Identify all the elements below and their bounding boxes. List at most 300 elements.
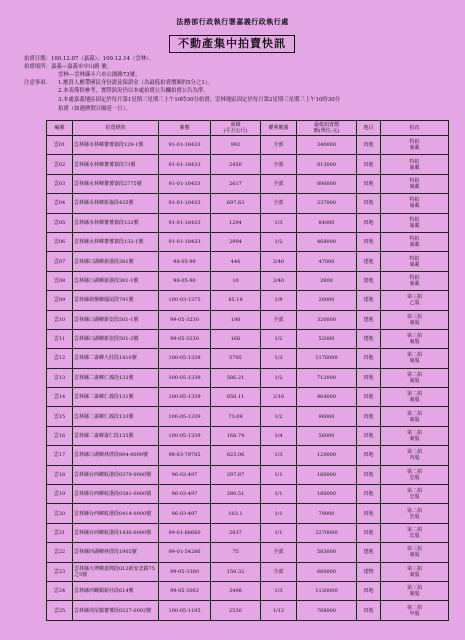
auction-date: 拍賣日期：100.12.07（嘉義）、100.12.14（雲林）。	[24, 56, 155, 62]
col-header-scope: 權利範圍	[261, 121, 297, 136]
cell-number: 雲19	[47, 485, 73, 504]
table-row	[47, 581, 449, 600]
cell-scope: 2/40	[261, 271, 297, 290]
cell-case: 99-01-54286	[159, 543, 211, 562]
cell-land: 田地	[357, 581, 381, 600]
cell-case: 91-01-18433	[159, 174, 211, 193]
table-row	[47, 349, 449, 368]
cell-land: 田地	[357, 446, 381, 465]
cell-scope: 全部	[261, 194, 297, 213]
cell-round	[381, 349, 449, 368]
cell-land: 建物	[357, 562, 381, 581]
cell-number: 雲22	[47, 543, 73, 562]
cell-round	[381, 271, 449, 290]
round-division: 忠股	[409, 513, 420, 520]
notes-label: 注意事項：	[24, 80, 51, 86]
cell-number: 雲15	[47, 407, 73, 426]
table-row	[47, 310, 449, 329]
cell-land: 建地	[357, 329, 381, 348]
cell-land: 田地	[357, 194, 381, 213]
round-division: 裏載	[409, 280, 420, 287]
cell-land: 田地	[357, 368, 381, 387]
cell-round	[381, 388, 449, 407]
round-division: 裏股	[409, 552, 420, 559]
cell-round	[381, 174, 449, 193]
round-division: 裏載	[409, 164, 420, 171]
cell-scope: 1/12	[261, 601, 297, 620]
round-type: 特拍	[409, 274, 420, 281]
cell-price: 160000	[297, 465, 357, 484]
round-type: 第二拍	[406, 352, 422, 359]
cell-case: 99-05-3002	[159, 581, 211, 600]
round-type: 第二拍	[406, 449, 422, 456]
round-division: 裏股	[409, 377, 420, 384]
cell-land: 建地	[357, 271, 381, 290]
cell-case: 99-05-3230	[159, 329, 211, 348]
round-division: 裏股	[409, 319, 420, 326]
cell-case: 91-01-18433	[159, 213, 211, 232]
round-division: 裏股	[409, 571, 420, 578]
cell-land: 田地	[357, 426, 381, 445]
table-row	[47, 252, 449, 271]
cell-round	[381, 368, 449, 387]
cell-scope: 1/4	[261, 426, 297, 445]
cell-area: 1204	[211, 213, 261, 232]
cell-number: 雲17	[47, 446, 73, 465]
cell-target: 雲林縣莿桐鄉鳳尾段791號	[73, 291, 159, 310]
cell-target: 雲林縣二崙鄉仁義段133號	[73, 407, 159, 426]
table-row	[47, 601, 449, 620]
table-row	[47, 232, 449, 251]
cell-area: 150.32	[211, 562, 261, 581]
round-type: 特拍	[409, 197, 420, 204]
cell-number: 雲07	[47, 252, 73, 271]
round-type: 第二拍	[406, 468, 422, 475]
table-row	[47, 271, 449, 290]
table-row	[47, 136, 449, 155]
cell-target: 雲林縣水林鄉蕃薯寮段129-1號	[73, 136, 159, 155]
table-row	[47, 543, 449, 562]
cell-scope: 全部	[261, 174, 297, 193]
cell-area: 992	[211, 136, 261, 155]
cell-price: 340000	[297, 136, 357, 155]
round-division: 忠股	[409, 474, 420, 481]
round-division: 裏股	[409, 416, 420, 423]
cell-price: 813000	[297, 155, 357, 174]
cell-price: 583000	[297, 543, 357, 562]
cell-area: 198	[211, 310, 261, 329]
cell-round	[381, 291, 449, 310]
round-type: 第二拍	[406, 488, 422, 495]
cell-land: 田地	[357, 601, 381, 620]
table-row	[47, 329, 449, 348]
cell-scope: 全部	[261, 562, 297, 581]
table-row	[47, 194, 449, 213]
cell-area: 2837	[211, 523, 261, 542]
cell-number: 雲01	[47, 136, 73, 155]
cell-round	[381, 136, 449, 155]
cell-target: 雲林縣台西鄉蚊港段1436-0000號	[73, 523, 159, 542]
cell-number: 雲10	[47, 310, 73, 329]
cell-area: 168.74	[211, 426, 261, 445]
cell-price: 84000	[297, 213, 357, 232]
cell-scope: 全部	[261, 155, 297, 174]
round-division: 甲股	[409, 610, 420, 617]
cell-case: 91-01-18433	[159, 232, 211, 251]
round-division: 裏載	[409, 203, 420, 210]
cell-case: 98-05-90	[159, 271, 211, 290]
round-type: 第二拍	[406, 430, 422, 437]
cell-target: 雲林縣台西鄉蚊港段0379-0000號	[73, 465, 159, 484]
round-type: 第三拍	[406, 546, 422, 553]
cell-area: 73.09	[211, 407, 261, 426]
cell-case: 98-05-90	[159, 252, 211, 271]
cell-land: 建地	[357, 291, 381, 310]
cell-area: 2450	[211, 155, 261, 174]
cell-area: 3498	[211, 581, 261, 600]
cell-area: 2617	[211, 174, 261, 193]
round-division: 忠股	[409, 494, 420, 501]
cell-round	[381, 601, 449, 620]
cell-land: 田地	[357, 407, 381, 426]
round-type: 第三拍	[406, 333, 422, 340]
cell-round	[381, 155, 449, 174]
cell-price: 2800	[297, 271, 357, 290]
cell-scope: 1/3	[261, 446, 297, 465]
cell-round	[381, 252, 449, 271]
round-division: 內股	[409, 455, 420, 462]
cell-land: 田地	[357, 388, 381, 407]
auction-place-2: 雲林---雲林縣斗六市公園路73號。	[58, 72, 141, 78]
cell-area: 10	[211, 271, 261, 290]
cell-target: 雲林縣二崙鄉仁義段132號	[73, 368, 159, 387]
cell-land: 田地	[357, 155, 381, 174]
cell-target: 雲林縣水林鄉蕃薯寮段73號	[73, 155, 159, 174]
cell-target: 雲林縣水林鄉新崙段435號	[73, 194, 159, 213]
table-row	[47, 426, 449, 445]
cell-area: 586.21	[211, 368, 261, 387]
cell-case: 96-03-497	[159, 465, 211, 484]
round-division: 裏載	[409, 261, 420, 268]
cell-round	[381, 523, 449, 542]
cell-number: 雲13	[47, 368, 73, 387]
cell-land: 田地	[357, 136, 381, 155]
round-division: 忠股	[409, 533, 420, 539]
round-type: 第二拍	[406, 391, 422, 398]
col-header-target: 拍賣標的	[73, 121, 159, 136]
cell-price: 320000	[297, 310, 357, 329]
cell-scope: 1/2	[261, 407, 297, 426]
cell-land: 田地	[357, 232, 381, 251]
cell-number: 雲03	[47, 174, 73, 193]
cell-scope: 全部	[261, 543, 297, 562]
cell-price: 1176000	[297, 349, 357, 368]
cell-price: 120000	[297, 446, 357, 465]
round-type: 特拍	[409, 236, 420, 243]
cell-case: 91-01-18433	[159, 194, 211, 213]
round-type: 特拍	[409, 255, 420, 262]
cell-round	[381, 581, 449, 600]
cell-area: 280.51	[211, 485, 261, 504]
cell-case: 99-05-3300	[159, 562, 211, 581]
auction-place-1: 拍賣場所：嘉義---嘉義市中山路 號。	[24, 64, 113, 70]
cell-number: 雲20	[47, 504, 73, 523]
cell-price: 20000	[297, 291, 357, 310]
cell-number: 雲02	[47, 155, 73, 174]
cell-scope: 2/16	[261, 388, 297, 407]
cell-area: 446	[211, 252, 261, 271]
table-row	[47, 504, 449, 523]
col-header-price-unit: 額(單位:元)	[313, 128, 340, 134]
cell-target: 雲林縣二崙鄉仁義段131號	[73, 388, 159, 407]
cell-scope: 1/9	[261, 291, 297, 310]
round-division: 裏股	[409, 339, 420, 346]
col-header-price	[297, 121, 357, 136]
cell-price: 180000	[297, 485, 357, 504]
cell-round	[381, 310, 449, 329]
cell-scope: 1/1	[261, 504, 297, 523]
col-header-price-label: 最低拍賣價	[313, 122, 339, 128]
cell-case: 100-03-1375	[159, 291, 211, 310]
cell-round	[381, 446, 449, 465]
cell-price: 896000	[297, 174, 357, 193]
round-division: 裏載	[409, 242, 420, 249]
cell-case: 100-05-1339	[159, 426, 211, 445]
cell-number: 雲11	[47, 329, 73, 348]
cell-area: 103.1	[211, 504, 261, 523]
cell-round	[381, 329, 449, 348]
cell-scope: 1/1	[261, 465, 297, 484]
cell-round	[381, 465, 449, 484]
round-division: 裏股	[409, 397, 420, 404]
table-row	[47, 523, 449, 542]
cell-target: 雲林縣口湖鄉新安段501-2號	[73, 329, 159, 348]
cell-target: 雲林縣虎尾鎮蕃薯段0227-0002號	[73, 601, 159, 620]
cell-case: 99-01-66680	[159, 523, 211, 542]
cell-number: 雲24	[47, 581, 73, 600]
round-type: 特拍	[409, 216, 420, 223]
cell-area: 697.63	[211, 194, 261, 213]
cell-case: 96-03-497	[159, 485, 211, 504]
auction-table	[46, 120, 449, 621]
agency-name: 法務部行政執行署嘉義行政執行處	[176, 17, 289, 26]
cell-price: 2270000	[297, 523, 357, 542]
cell-target: 雲林縣口湖鄉新港段381號	[73, 252, 159, 271]
cell-case: 100-05-1339	[159, 407, 211, 426]
cell-scope: 2/40	[261, 252, 297, 271]
col-header-case: 案號	[159, 121, 211, 136]
cell-scope: 1/3	[261, 349, 297, 368]
cell-number: 雲05	[47, 213, 73, 232]
round-type: 第三拍	[406, 313, 422, 320]
round-division: 裏股	[409, 358, 420, 365]
cell-number: 雲16	[47, 426, 73, 445]
cell-scope: 1/1	[261, 485, 297, 504]
cell-case: 99-05-3230	[159, 310, 211, 329]
cell-target: 雲林縣口湖鄉新港段381-1號	[73, 271, 159, 290]
cell-round	[381, 485, 449, 504]
cell-land: 田地	[357, 174, 381, 193]
cell-area: 297.87	[211, 465, 261, 484]
round-type: 第二拍	[406, 507, 422, 514]
cell-price: 1130000	[297, 581, 357, 600]
table-row	[47, 407, 449, 426]
cell-land: 田地	[357, 465, 381, 484]
cell-scope: 1/1	[261, 523, 297, 542]
note-3-continued: 拍賣（如遇例假日順延一日）。	[58, 106, 131, 112]
page-title: 不動產集中拍賣快訊	[169, 35, 295, 53]
round-type: 第三拍	[406, 585, 422, 592]
table-row	[47, 174, 449, 193]
table-row	[47, 213, 449, 232]
cell-area: 850.11	[211, 388, 261, 407]
cell-round	[381, 232, 449, 251]
cell-scope: 1/2	[261, 232, 297, 251]
table-row	[47, 155, 449, 174]
cell-price: 712000	[297, 368, 357, 387]
cell-land: 建地	[357, 310, 381, 329]
round-division: 裏股	[409, 591, 420, 598]
cell-land: 建地	[357, 252, 381, 271]
cell-scope: 全部	[261, 136, 297, 155]
round-division: 裏載	[409, 183, 420, 190]
cell-land: 田地	[357, 504, 381, 523]
round-type: 第三拍	[406, 565, 422, 572]
cell-target: 雲林縣台西鄉蚊港段0381-0000號	[73, 485, 159, 504]
col-header-number: 編號	[47, 121, 73, 136]
cell-number: 雲06	[47, 232, 73, 251]
table-row	[47, 388, 449, 407]
cell-case: 100-05-1195	[159, 601, 211, 620]
table-row	[47, 291, 449, 310]
round-type: 特拍	[409, 177, 420, 184]
cell-scope: 1/3	[261, 213, 297, 232]
cell-target: 雲林縣大埤鄉嘉興段012新安北路75之5號	[73, 562, 159, 581]
cell-case: 91-01-18433	[159, 136, 211, 155]
col-header-land: 地目	[357, 121, 381, 136]
cell-land: 田地	[357, 349, 381, 368]
cell-price: 468000	[297, 232, 357, 251]
cell-number: 雲23	[47, 562, 73, 581]
col-header-round: 拍次	[381, 121, 449, 136]
cell-target: 雲林縣四湖鄉林厝段1905號	[73, 543, 159, 562]
cell-area: 823.06	[211, 446, 261, 465]
cell-land: 田地	[357, 485, 381, 504]
note-2: 2.本表僅供參考，實際狀況仍以本處拍賣公告欄拍賣公告為準。	[58, 88, 209, 94]
cell-case: 91-01-18433	[159, 155, 211, 174]
cell-price: 660000	[297, 562, 357, 581]
table-row	[47, 485, 449, 504]
cell-price: 96000	[297, 407, 357, 426]
cell-target: 雲林縣二崙鄉大莊段1410號	[73, 349, 159, 368]
col-header-area	[211, 121, 261, 136]
cell-land: 田地	[357, 213, 381, 232]
cell-price: 47000	[297, 252, 357, 271]
table-row	[47, 446, 449, 465]
round-type: 第三拍	[406, 294, 422, 301]
cell-round	[381, 562, 449, 581]
round-type: 第二拍	[406, 604, 422, 611]
cell-target: 雲林縣西螺鎮新社段614號	[73, 581, 159, 600]
cell-target: 雲林縣二崙鄉崙仁段135號	[73, 426, 159, 445]
cell-target: 雲林縣台西鄉蚊港段0414-0000號	[73, 504, 159, 523]
round-division: 乙股	[409, 300, 420, 307]
cell-round	[381, 407, 449, 426]
table-row	[47, 562, 449, 581]
cell-area: 75	[211, 543, 261, 562]
cell-case: 100-05-1339	[159, 349, 211, 368]
cell-target: 雲林縣口湖鄉林厝段894-0000號	[73, 446, 159, 465]
cell-number: 雲09	[47, 291, 73, 310]
cell-number: 雲21	[47, 523, 73, 542]
table-body	[47, 136, 449, 621]
cell-number: 雲12	[47, 349, 73, 368]
cell-target: 雲林縣水林鄉蕃薯寮段2775號	[73, 174, 159, 193]
table-header-row	[47, 121, 449, 136]
cell-round	[381, 543, 449, 562]
cell-case: 100-05-1339	[159, 388, 211, 407]
cell-case: 100-05-1339	[159, 368, 211, 387]
round-division: 裏股	[409, 436, 420, 443]
cell-target: 雲林縣水林鄉蕃薯寮段132號	[73, 213, 159, 232]
cell-scope: 1/2	[261, 329, 297, 348]
cell-case: 98-03-79785	[159, 446, 211, 465]
cell-land: 建地	[357, 543, 381, 562]
note-3: 3.本處嘉義地區固定於每月第1星期三星期三上午10時30分拍賣；雲林地區固定於每月第2星期三星期三上午10時30分	[58, 97, 341, 103]
cell-area: 5795	[211, 349, 261, 368]
cell-round	[381, 213, 449, 232]
cell-area: 2530	[211, 601, 261, 620]
round-division: 裏載	[409, 145, 420, 152]
cell-round	[381, 194, 449, 213]
cell-land: 田地	[357, 523, 381, 542]
cell-target: 雲林縣口湖鄉新安段501-1號	[73, 310, 159, 329]
cell-price: 52000	[297, 329, 357, 348]
round-type: 第二拍	[406, 371, 422, 378]
cell-number: 雲18	[47, 465, 73, 484]
table-row	[47, 368, 449, 387]
col-header-area-unit: (平方公尺)	[223, 128, 248, 134]
round-type: 特拍	[409, 158, 420, 165]
cell-number: 雲14	[47, 388, 73, 407]
cell-area: 166	[211, 329, 261, 348]
col-header-area-label: 面積	[230, 122, 241, 128]
cell-scope: 1/3	[261, 581, 297, 600]
cell-number: 雲25	[47, 601, 73, 620]
cell-number: 雲04	[47, 194, 73, 213]
cell-round	[381, 504, 449, 523]
cell-scope: 1/2	[261, 368, 297, 387]
note-1: 1.應買人應帶國民身份證及保證金（為最低拍賣價額的5分之1）。	[58, 80, 213, 86]
cell-price: 70000	[297, 504, 357, 523]
cell-price: 464000	[297, 388, 357, 407]
round-type: 特拍	[409, 139, 420, 146]
cell-price: 56000	[297, 426, 357, 445]
round-type: 第二拍	[406, 527, 422, 533]
table-row	[47, 465, 449, 484]
cell-case: 96-03-497	[159, 504, 211, 523]
cell-scope: 全部	[261, 310, 297, 329]
round-division: 裏載	[409, 222, 420, 229]
cell-area: 85.18	[211, 291, 261, 310]
cell-price: 237000	[297, 194, 357, 213]
round-type: 第二拍	[406, 410, 422, 417]
cell-area: 2994	[211, 232, 261, 251]
cell-price: 768000	[297, 601, 357, 620]
cell-number: 雲08	[47, 271, 73, 290]
cell-round	[381, 426, 449, 445]
cell-target: 雲林縣水林鄉蕃薯寮段132-1號	[73, 232, 159, 251]
